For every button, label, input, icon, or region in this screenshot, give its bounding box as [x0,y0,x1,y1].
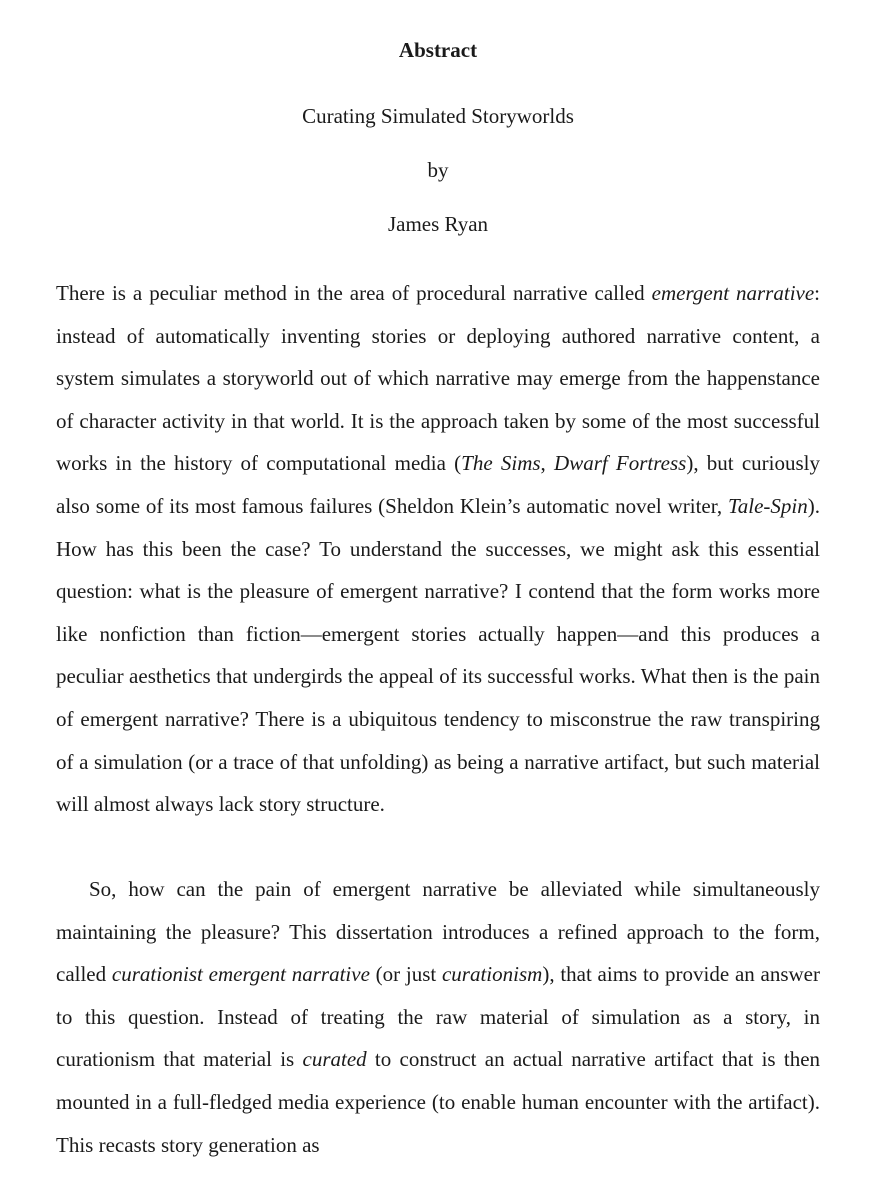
author-name: James Ryan [387,212,489,236]
abstract-paragraph-2 [56,868,820,1166]
text-segment: There is a peculiar method in the area of procedural narrative called [56,281,652,305]
text-segment: to construct an actual narrative artifact that is then mounted in a full-fledged media experience (to enable human encounter with the artifact). This recasts story generation as [56,1047,821,1157]
by-line: by [427,158,449,182]
text-segment-italic: Tale-Spin [728,493,808,518]
text-segment-italic: The Sims [461,451,541,476]
text-segment: ), but curiously also some of its most famous failures (Sheldon Klein’s automatic novel writer, [56,451,821,518]
abstract-heading: Abstract [398,38,478,62]
text-segment-italic: curated [302,1047,367,1072]
dissertation-title: Curating Simulated Storyworlds [302,104,574,128]
text-segment-italic: curationist emergent narrative [111,962,370,987]
text-segment: (or just [369,962,442,987]
text-segment: ), that aims to provide an answer to this question. Instead of treating the raw material of simulation as a story, in curationism that material is [56,962,820,1072]
text-segment-italic: Dwarf Fortress [554,451,687,476]
text-segment: So, how can the pain of emergent narrative be alleviated while simultaneously maintaining the pleasure? This dissertation introduces a refined approach to the form, called [56,877,820,987]
text-segment: ). How has this been the case? To understand the successes, we might ask this essential question: what is the pleasure of emergent narrative? I contend that the form works more like nonfiction than fiction—emergent stories actually happen—and this produces a peculiar aesthetics that undergirds the appeal of its successful works. What then is the pain of emergent narrative? There is a ubiquitous tendency to misconstrue the raw transpiring of a simulation (or a trace of that unfolding) as being a narrative artifact, but such material will almost always lack story structure. [56,493,820,817]
text-segment-italic: curationism [441,962,543,987]
text-segment: , [540,451,555,476]
abstract-paragraph-1 [56,272,820,826]
text-segment: : instead of automatically inventing stories or deploying authored narrative content, a system simulates a storyworld out of which narrative may emerge from the happenstance of character activity in that world. It is the approach taken by some of the most successful works in the history of computational media ( [56,281,821,476]
text-segment-italic: emergent narrative [651,281,815,305]
